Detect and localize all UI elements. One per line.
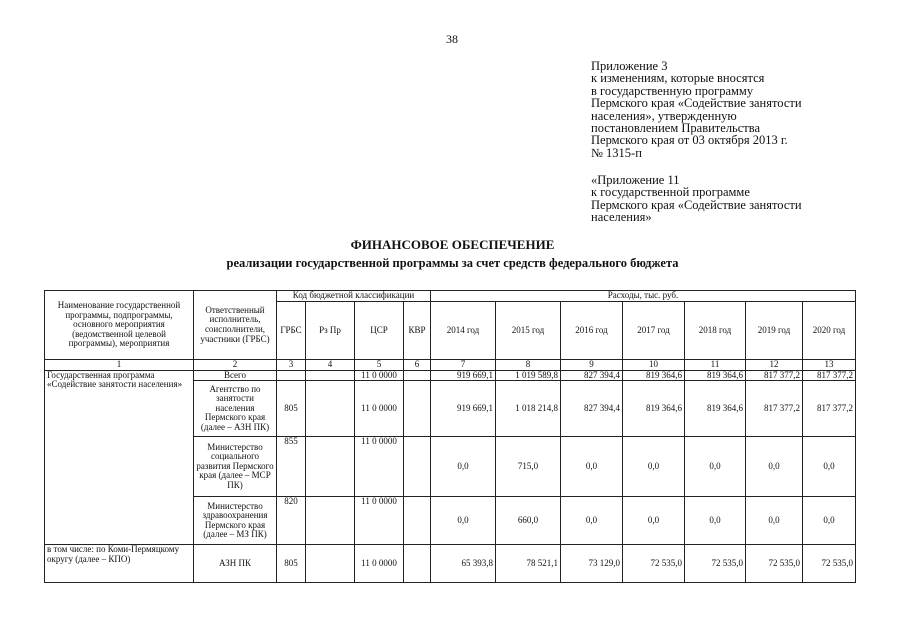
appendix-3-line: Пермского края от 03 октября 2013 г.	[591, 133, 788, 148]
appendix-3-line: к изменениям, которые вносятся	[591, 71, 765, 86]
csr-cell: 11 0 0000	[355, 370, 404, 381]
value-cell: 72 535,0	[746, 545, 803, 583]
csr-cell: 11 0 0000	[355, 497, 404, 545]
rzpr-cell	[306, 497, 355, 545]
value-cell: 819 364,6	[685, 381, 746, 437]
appendix-3-line: в государственную программу	[591, 83, 754, 98]
value-cell: 0,0	[746, 437, 803, 497]
executor-cell: Министерство здравоохранения Пермского края (далее – МЗ ПК)	[194, 497, 277, 545]
rzpr-cell	[306, 381, 355, 437]
value-cell: 73 129,0	[561, 545, 623, 583]
value-cell: 0,0	[623, 437, 685, 497]
header-year: 2016 год	[561, 302, 623, 360]
column-number: 4	[306, 360, 355, 371]
value-cell: 0,0	[746, 497, 803, 545]
grbs-cell: 805	[277, 545, 306, 583]
value-cell: 817 377,2	[746, 370, 803, 381]
header-grbs: ГРБС	[277, 302, 306, 360]
value-cell: 0,0	[561, 437, 623, 497]
header-name: Наименование государственной программы, подпрограммы, основного мероприятия (ведомственной целевой программы), мероприятия	[45, 291, 194, 360]
value-cell: 817 377,2	[746, 381, 803, 437]
value-cell: 0,0	[561, 497, 623, 545]
csr-cell: 11 0 0000	[355, 437, 404, 497]
value-cell: 0,0	[803, 437, 856, 497]
header-csr: ЦСР	[355, 302, 404, 360]
value-cell: 827 394,4	[561, 370, 623, 381]
value-cell: 0,0	[431, 437, 496, 497]
executor-cell: Агентство по занятости населения Пермского края (далее – АЗН ПК)	[194, 381, 277, 437]
grbs-cell: 855	[277, 437, 306, 497]
value-cell: 817 377,2	[803, 370, 856, 381]
kvr-cell	[404, 545, 431, 583]
appendix-3-line: населения», утвержденную	[591, 108, 737, 123]
value-cell: 919 669,1	[431, 370, 496, 381]
column-number: 6	[404, 360, 431, 371]
grbs-cell	[277, 370, 306, 381]
header-executor: Ответственный исполнитель, соисполнители, участники (ГРБС)	[194, 291, 277, 360]
komi-name: в том числе: по Коми-Пермяцкому округу (далее – КПО)	[45, 545, 194, 583]
value-cell: 660,0	[496, 497, 561, 545]
page-number: 38	[446, 32, 458, 46]
value-cell: 819 364,6	[623, 381, 685, 437]
header-year: 2014 год	[431, 302, 496, 360]
value-cell: 827 394,4	[561, 381, 623, 437]
header-year: 2020 год	[803, 302, 856, 360]
document-subtitle: реализации государственной программы за счет средств федерального бюджета	[226, 256, 679, 270]
value-cell: 0,0	[803, 497, 856, 545]
value-cell: 817 377,2	[803, 381, 856, 437]
appendix-11-line: населения»	[591, 210, 652, 225]
column-number: 5	[355, 360, 404, 371]
value-cell: 919 669,1	[431, 381, 496, 437]
header-rzpr: Рз Пр	[306, 302, 355, 360]
program-name: Государственная программа «Содействие занятости населения»	[45, 370, 194, 545]
executor-cell: Всего	[194, 370, 277, 381]
appendix-11-line: Пермского края «Содействие занятости	[591, 197, 802, 212]
kvr-cell	[404, 381, 431, 437]
column-number-row	[45, 360, 856, 371]
value-cell: 78 521,1	[496, 545, 561, 583]
csr-cell: 11 0 0000	[355, 381, 404, 437]
value-cell: 0,0	[431, 497, 496, 545]
document-title: ФИНАНСОВОЕ ОБЕСПЕЧЕНИЕ	[350, 237, 555, 252]
value-cell: 1 019 589,8	[496, 370, 561, 381]
header-year: 2019 год	[746, 302, 803, 360]
grbs-cell: 820	[277, 497, 306, 545]
header-year: 2015 год	[496, 302, 561, 360]
value-cell: 819 364,6	[685, 370, 746, 381]
table-row	[45, 370, 856, 381]
appendix-3-line: Приложение 3	[591, 59, 668, 73]
appendix-3-line: № 1315-п	[591, 145, 642, 160]
column-number: 3	[277, 360, 306, 371]
kvr-cell	[404, 370, 431, 381]
value-cell: 65 393,8	[431, 545, 496, 583]
financing-table	[44, 290, 856, 583]
column-number: 11	[685, 360, 746, 371]
executor-cell: Министерство социального развития Пермского края (далее – МСР ПК)	[194, 437, 277, 497]
appendix-11-line: «Приложение 11	[591, 173, 680, 187]
column-number: 10	[623, 360, 685, 371]
appendix-11-block	[591, 174, 802, 224]
rzpr-cell	[306, 437, 355, 497]
value-cell: 0,0	[685, 497, 746, 545]
appendix-3-block	[591, 60, 802, 159]
value-cell: 72 535,0	[803, 545, 856, 583]
appendix-3-line: Пермского края «Содействие занятости	[591, 96, 802, 111]
appendix-3-line: постановлением Правительства	[591, 121, 761, 136]
header-code-group: Код бюджетной классификации	[277, 291, 431, 302]
value-cell: 819 364,6	[623, 370, 685, 381]
column-number: 8	[496, 360, 561, 371]
csr-cell: 11 0 0000	[355, 545, 404, 583]
column-number: 1	[45, 360, 194, 371]
header-kvr: КВР	[404, 302, 431, 360]
rzpr-cell	[306, 545, 355, 583]
header-year: 2018 год	[685, 302, 746, 360]
value-cell: 72 535,0	[685, 545, 746, 583]
column-number: 13	[803, 360, 856, 371]
column-number: 2	[194, 360, 277, 371]
value-cell: 715,0	[496, 437, 561, 497]
value-cell: 0,0	[623, 497, 685, 545]
kvr-cell	[404, 437, 431, 497]
column-number: 7	[431, 360, 496, 371]
value-cell: 1 018 214,8	[496, 381, 561, 437]
grbs-cell: 805	[277, 381, 306, 437]
header-year: 2017 год	[623, 302, 685, 360]
executor-cell: АЗН ПК	[194, 545, 277, 583]
table-row	[45, 545, 856, 583]
kvr-cell	[404, 497, 431, 545]
value-cell: 72 535,0	[623, 545, 685, 583]
rzpr-cell	[306, 370, 355, 381]
column-number: 12	[746, 360, 803, 371]
value-cell: 0,0	[685, 437, 746, 497]
header-expenses-group: Расходы, тыс. руб.	[431, 291, 856, 302]
column-number: 9	[561, 360, 623, 371]
appendix-11-line: к государственной программе	[591, 185, 750, 200]
